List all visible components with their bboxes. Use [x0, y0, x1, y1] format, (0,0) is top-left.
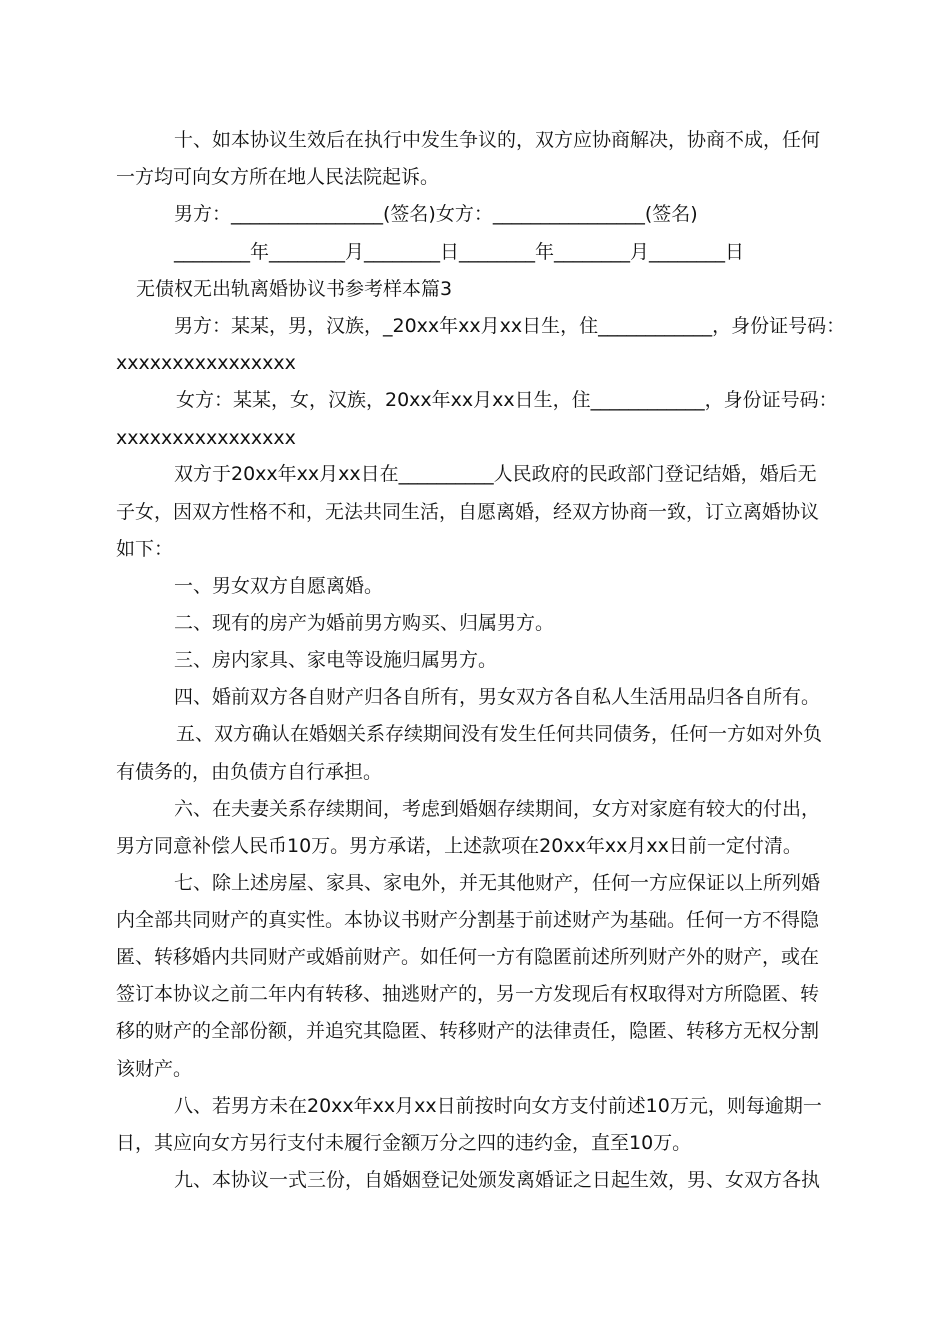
text-line: xxxxxxxxxxxxxxxx: [116, 427, 296, 449]
text-line: 移的财产的全部份额，并追究其隐匿、转移财产的法律责任，隐匿、转移方无权分割: [116, 1020, 820, 1042]
text-line: 男方：某某，男，汉族，_20xx年xx月xx日生，住____________，身份证号码：: [174, 315, 846, 337]
text-line: 如下：: [116, 538, 174, 560]
text-line: 女方：某某，女，汉族，20xx年xx月xx日生，住____________，身份证号码：: [176, 389, 838, 411]
text-line: 男方同意补偿人民币10万。男方承诺，上述款项在20xx年xx月xx日前一定付清。: [116, 835, 802, 857]
text-line: 该财产。: [116, 1058, 193, 1080]
text-line: 子女，因双方性格不和，无法共同生活，自愿离婚，经双方协商一致，订立离婚协议: [116, 501, 820, 523]
clause-line: 二、现有的房产为婚前男方购买、归属男方。: [174, 612, 555, 634]
text-line: 有债务的，由负债方自行承担。: [116, 761, 383, 783]
text-line: 一方均可向女方所在地人民法院起诉。: [116, 166, 440, 188]
clause-line: 五、双方确认在婚姻关系存续期间没有发生任何共同债务，任何一方如对外负: [176, 723, 823, 745]
clause-line: 三、房内家具、家电等设施归属男方。: [174, 649, 498, 671]
signature-line: 男方：________________(签名)女方：________________(签名): [174, 203, 698, 225]
text-line: 日，其应向女方另行支付未履行金额万分之四的违约金，直至10万。: [116, 1132, 692, 1154]
clause-line: 四、婚前双方各自财产归各自所有，男女双方各自私人生活用品归各自所有。: [174, 686, 821, 708]
text-line: 匿、转移婚内共同财产或婚前财产。如任何一方有隐匿前述所列财产外的财产，或在: [116, 946, 820, 968]
clause-line: 一、男女双方自愿离婚。: [174, 575, 384, 597]
text-line: 双方于20xx年xx月xx日在__________人民政府的民政部门登记结婚，婚后无: [174, 463, 817, 485]
text-line: 签订本协议之前二年内有转移、抽逃财产的，另一方发现后有权取得对方所隐匿、转: [116, 983, 820, 1005]
clause-line: 六、在夫妻关系存续期间，考虑到婚姻存续期间，女方对家庭有较大的付出，: [174, 798, 821, 820]
text-line: 内全部共同财产的真实性。本协议书财产分割基于前述财产为基础。任何一方不得隐: [116, 909, 820, 931]
clause-line: 七、除上述房屋、家具、家电外，并无其他财产，任何一方应保证以上所列婚: [174, 872, 821, 894]
clause-line: 九、本协议一式三份，自婚姻登记处颁发离婚证之日起生效，男、女双方各执: [174, 1169, 821, 1191]
section-title: 无债权无出轨离婚协议书参考样本篇3: [136, 278, 453, 300]
text-line: 十、如本协议生效后在执行中发生争议的，双方应协商解决，协商不成，任何: [174, 129, 821, 151]
date-line: ________年________月________日________年________月________日: [174, 241, 745, 263]
clause-line: 八、若男方未在20xx年xx月xx日前按时向女方支付前述10万元，则每逾期一: [174, 1095, 822, 1117]
text-line: xxxxxxxxxxxxxxxx: [116, 352, 296, 374]
